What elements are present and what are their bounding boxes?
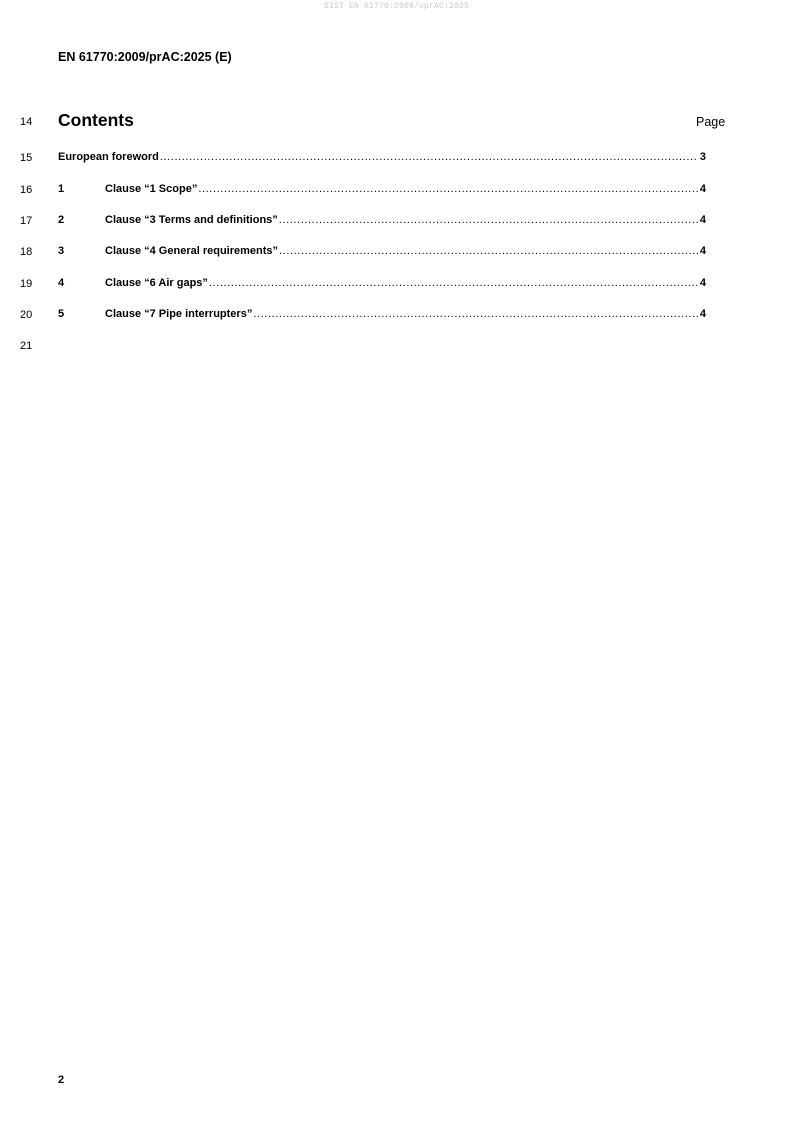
toc-leader-dots	[279, 245, 698, 257]
toc-entry-clause-5[interactable]	[58, 308, 706, 322]
toc-entry-number: 4	[58, 277, 65, 289]
toc-entry-title: European foreword	[58, 151, 159, 163]
line-number: 20	[20, 309, 33, 321]
toc-entry-number: 5	[58, 308, 65, 320]
toc-leader-dots	[160, 151, 698, 163]
page-column-label: Page	[696, 115, 726, 129]
toc-entry-number: 3	[58, 245, 65, 257]
toc-entry-number: 1	[58, 183, 65, 195]
toc-entry-number: 2	[58, 214, 65, 226]
line-number: 16	[20, 184, 33, 196]
toc-leader-dots	[209, 277, 698, 289]
document-id-header: EN 61770:2009/prAC:2025 (E)	[58, 50, 232, 64]
toc-entry-title: Clause “7 Pipe interrupters”	[105, 308, 253, 320]
toc-entry-title: Clause “4 General requirements”	[105, 245, 279, 257]
toc-leader-dots	[253, 308, 698, 320]
footer-page-number: 2	[58, 1074, 65, 1086]
line-number: 21	[20, 340, 33, 352]
toc-leader-dots	[279, 214, 698, 226]
line-number: 18	[20, 246, 33, 258]
toc-entry-page: 4	[699, 183, 706, 195]
line-number: 19	[20, 278, 33, 290]
toc-entry-page: 4	[699, 277, 706, 289]
watermark: SIST EN 61770:2009/oprAC:2025	[323, 2, 470, 11]
toc-entry-european-foreword[interactable]	[58, 151, 706, 165]
toc-entry-clause-2[interactable]	[58, 214, 706, 228]
toc-entry-page: 4	[699, 214, 706, 226]
toc-entry-clause-1[interactable]	[58, 183, 706, 197]
toc-entry-title: Clause “6 Air gaps”	[105, 277, 208, 289]
toc-leader-dots	[198, 183, 698, 195]
toc-entry-page: 4	[699, 308, 706, 320]
contents-heading: Contents	[58, 110, 134, 130]
toc-entry-title: Clause “3 Terms and definitions”	[105, 214, 278, 226]
toc-entry-page: 3	[699, 151, 706, 163]
line-number: 14	[20, 116, 33, 128]
toc-entry-clause-4[interactable]	[58, 277, 706, 291]
line-number: 15	[20, 152, 33, 164]
toc-entry-clause-3[interactable]	[58, 245, 706, 259]
toc-entry-title: Clause “1 Scope”	[105, 183, 198, 195]
line-number: 17	[20, 215, 33, 227]
toc-entry-page: 4	[699, 245, 706, 257]
